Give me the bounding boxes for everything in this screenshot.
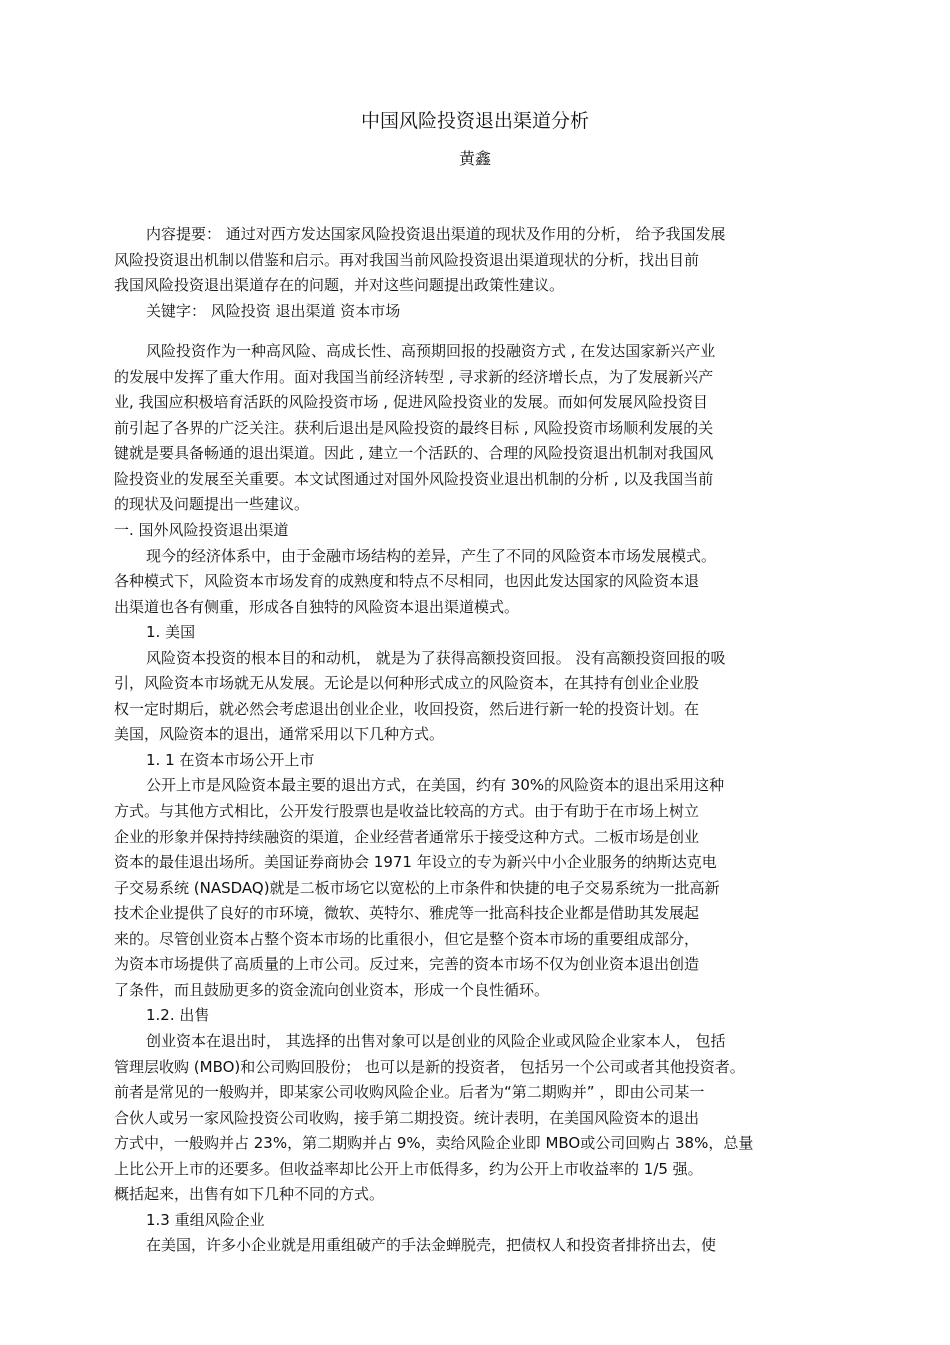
paragraph-line: 管理层收购 (MBO)和公司购回股份； 也可以是新的投资者， 包括另一个公司或者其他投资者。 [114, 1057, 745, 1076]
document-body [114, 222, 874, 1259]
paragraph-line: 出渠道也各有侧重，形成各自独特的风险资本退出渠道模式。 [114, 597, 520, 616]
paragraph-line: 的发展中发挥了重大作用。面对我国当前经济转型 , 寻求新的经济增长点，为了发展新兴产 [114, 367, 714, 386]
paragraph-line: 企业的形象并保持持续融资的渠道，企业经营者通常乐于接受这种方式。二板市场是创业 [114, 827, 700, 846]
paragraph-line: 前者是常见的一般购并，即某家公司收购风险企业。后者为“第二期购并” ，即由公司某一 [114, 1083, 705, 1102]
paragraph-line: 现今的经济体系中，由于金融市场结构的差异，产生了不同的风险资本市场发展模式。 [146, 546, 717, 565]
us-paragraph [114, 646, 874, 748]
subsection-heading: 1. 1 在资本市场公开上市 [146, 750, 315, 769]
abstract-line: 我国风险投资退出渠道存在的问题，并对这些问题提出政策性建议。 [114, 276, 565, 295]
ipo-paragraph [114, 773, 874, 1003]
reorg-paragraph [114, 1233, 874, 1259]
paragraph-line: 在美国，许多小企业就是用重组破产的手法金蝉脱壳，把债权人和投资者排挤出去，使 [146, 1236, 717, 1255]
abstract-line: 风险投资退出机制以借鉴和启示。再对我国当前风险投资退出渠道现状的分析，找出目前 [114, 250, 700, 269]
paragraph-line: 方式中，一般购并占 23%，第二期购并占 9%，卖给风险企业即 MBO或公司回购占 38%，总量 [114, 1134, 754, 1153]
paragraph-line: 权一定时期后，就必然会考虑退出创业企业，收回投资，然后进行新一轮的投资计划。在 [114, 699, 700, 718]
paragraph-line: 风险投资作为一种高风险、高成长性、高预期回报的投融资方式 , 在发达国家新兴产业 [146, 342, 716, 361]
paragraph-line: 创业资本在退出时， 其选择的出售对象可以是创业的风险企业或风险企业家本人， 包括 [146, 1031, 726, 1050]
paragraph-line: 来的。尽管创业资本占整个资本市场的比重很小，但它是整个资本市场的重要组成部分， [114, 929, 700, 948]
abstract [114, 222, 874, 299]
document-author: 黄鑫 [458, 149, 491, 168]
paragraph-line: 引，风险资本市场就无从发展。无论是以何种形式成立的风险资本，在其持有创业企业股 [114, 674, 700, 693]
paragraph-line: 各种模式下，风险资本市场发育的成熟度和特点不尽相同，也因此发达国家的风险资本退 [114, 572, 700, 591]
paragraph-line: 键就是要具备畅通的退出渠道。因此 , 建立一个活跃的、合理的风险投资退出机制对我国风 [114, 444, 714, 463]
paragraph-line: 险投资业的发展至关重要。本文试图通过对国外风险投资业退出机制的分析 , 以及我国当前 [114, 469, 714, 488]
paragraph-line: 风险资本投资的根本目的和动机， 就是为了获得高额投资回报。 没有高额投资回报的吸 [146, 648, 726, 667]
section1-paragraph [114, 544, 874, 621]
paragraph-line: 技术企业提供了良好的市环境，微软、英特尔、雅虎等一批高科技企业都是借助其发展起 [114, 904, 700, 923]
document-title: 中国风险投资退出渠道分析 [360, 110, 589, 132]
keywords: 关键字： 风险投资 退出渠道 资本市场 [146, 301, 401, 320]
spacer [114, 324, 874, 339]
intro-paragraph [114, 339, 874, 518]
abstract-line: 内容提要： 通过对西方发达国家风险投资退出渠道的现状及作用的分析， 给予我国发展 [146, 225, 726, 243]
sale-paragraph [114, 1029, 874, 1208]
subsection-heading: 1.2. 出售 [146, 1006, 210, 1025]
paragraph-line: 了条件，而且鼓励更多的资金流向创业资本，形成一个良性循环。 [114, 980, 550, 999]
paragraph-line: 资本的最佳退出场所。美国证券商协会 1971 年设立的专为新兴中小企业服务的纳斯达克电 [114, 853, 717, 872]
section-heading: 一. 国外风险投资退出渠道 [114, 521, 289, 540]
paragraph-line: 公开上市是风险资本最主要的退出方式，在美国，约有 30%的风险资本的退出采用这种 [146, 776, 725, 795]
paragraph-line: 业, 我国应积极培育活跃的风险投资市场 , 促进风险投资业的发展。而如何发展风险投资目 [114, 393, 708, 412]
paragraph-line: 的现状及问题提出一些建议。 [114, 495, 310, 514]
paragraph-line: 方式。与其他方式相比，公开发行股票也是收益比较高的方式。由于有助于在市场上树立 [114, 802, 700, 821]
paragraph-line: 子交易系统 (NASDAQ)就是二板市场它以宽松的上市条件和快捷的电子交易系统为一批高新 [114, 878, 720, 897]
paragraph-line: 概括起来，出售有如下几种不同的方式。 [114, 1185, 385, 1204]
paragraph-line: 为资本市场提供了高质量的上市公司。反过来，完善的资本市场不仅为创业资本退出创造 [114, 955, 700, 974]
paragraph-line: 前引起了各界的广泛关注。获利后退出是风险投资的最终目标 , 风险投资市场顺利发展的关 [114, 418, 714, 437]
subsection-heading: 1.3 重组风险企业 [146, 1210, 265, 1229]
subsection-heading: 1. 美国 [146, 623, 196, 642]
paragraph-line: 上比公开上市的还要多。但收益率却比公开上市低得多，约为公开上市收益率的 1/5 强。 [114, 1159, 703, 1178]
paragraph-line: 美国，风险资本的退出，通常采用以下几种方式。 [114, 725, 445, 744]
paragraph-line: 合伙人或另一家风险投资公司收购，接手第二期投资。统计表明，在美国风险资本的退出 [114, 1108, 700, 1127]
